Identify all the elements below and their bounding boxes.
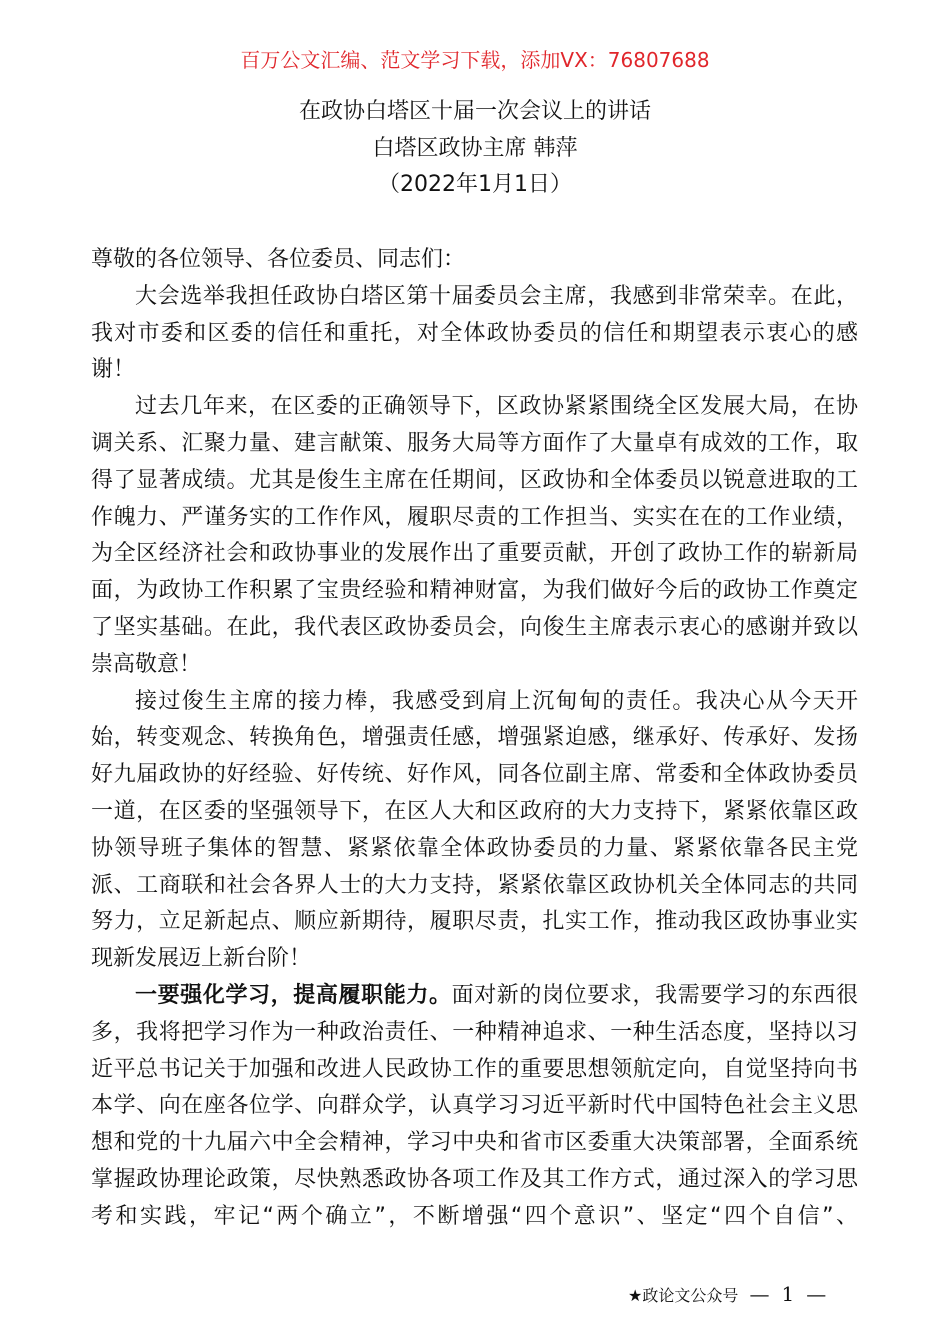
paragraph-2-line: 了坚实基础。在此，我代表区政协委员会，向俊生主席表示衷心的感谢并致以 <box>91 614 858 640</box>
paragraph-3-line: 好九届政协的好经验、好传统、好作风，同各位副主席、常委和全体政协委员 <box>91 762 858 788</box>
footer-dash: — <box>806 1282 827 1306</box>
paragraph-3-line: 接过俊生主席的接力棒，我感受到肩上沉甸甸的责任。我决心从今天开 <box>135 688 858 714</box>
paragraph-1-line: 谢！ <box>91 357 136 383</box>
salutation: 尊敬的各位领导、各位委员、同志们： <box>91 247 466 272</box>
footer-dash: — <box>749 1282 770 1306</box>
paragraph-3-line: 一道，在区委的坚强领导下，在区人大和区政府的大力支持下，紧紧依靠区政 <box>91 798 858 824</box>
paragraph-4-line: 本学、向在座各位学、向群众学，认真学习习近平新时代中国特色社会主义思 <box>91 1093 858 1119</box>
page-footer <box>628 1282 832 1308</box>
paragraph-4-line: 多，我将把学习作为一种政治责任、一种精神追求、一种生活态度，坚持以习 <box>91 1019 858 1045</box>
paragraph-2-line: 为全区经济社会和政协事业的发展作出了重要贡献，开创了政协工作的崭新局 <box>91 541 858 567</box>
paragraph-1-line: 大会选举我担任政协白塔区第十届委员会主席，我感到非常荣幸。在此， <box>135 283 858 309</box>
paragraph-4-text: 面对新的岗位要求，我需要学习的东西很 <box>451 982 858 1008</box>
paragraph-3-line: 努力，立足新起点、顺应新期待，履职尽责，扎实工作，推动我区政协事业实 <box>91 909 858 935</box>
paragraph-2-line: 面，为政协工作积累了宝贵经验和精神财富，为我们做好今后的政协工作奠定 <box>91 578 858 604</box>
document-date: （2022年1月1日） <box>378 172 572 197</box>
document-author: 白塔区政协主席 韩萍 <box>372 136 578 161</box>
paragraph-2-line: 作魄力、严谨务实的工作作风，履职尽责的工作担当、实实在在的工作业绩， <box>91 504 858 530</box>
paragraph-3-line: 始，转变观念、转换角色，增强责任感，增强紧迫感，继承好、传承好、发扬 <box>91 725 858 751</box>
paragraph-2-line: 崇高敬意！ <box>91 651 202 677</box>
paragraph-4-line: 考和实践，牢记“两个确立”，不断增强“四个意识”、坚定“四个自信”、 <box>91 1203 858 1229</box>
document-title: 在政协白塔区十届一次会议上的讲话 <box>298 99 651 124</box>
paragraph-4-line: 近平总书记关于加强和改进人民政协工作的重要思想领航定向，自觉坚持向书 <box>91 1056 858 1082</box>
paragraph-3-line: 协领导班子集体的智慧、紧紧依靠全体政协委员的力量、紧紧依靠各民主党 <box>91 835 858 861</box>
paragraph-4-line: 想和党的十九届六中全会精神，学习中央和省市区委重大决策部署，全面系统 <box>91 1130 858 1156</box>
document-body <box>91 242 858 1236</box>
paragraph-4-line: 掌握政协理论政策，尽快熟悉政协各项工作及其工作方式，通过深入的学习思 <box>91 1166 858 1192</box>
paragraph-4-line <box>91 978 858 1015</box>
paragraph-2-line: 过去几年来，在区委的正确领导下，区政协紧紧围绕全区发展大局，在协 <box>135 394 858 420</box>
paragraph-1-line: 我对市委和区委的信任和重托，对全体政协委员的信任和期望表示衷心的感 <box>91 320 858 346</box>
paragraph-3-line: 现新发展迈上新台阶！ <box>91 946 312 972</box>
page-number: 1 <box>781 1282 795 1306</box>
paragraph-2-line: 调关系、汇聚力量、建言献策、服务大局等方面作了大量卓有成效的工作，取 <box>91 430 858 456</box>
watermark-banner: 百万公文汇编、范文学习下载，添加VX：76807688 <box>240 48 710 72</box>
paragraph-2-line: 得了显著成绩。尤其是俊生主席在任期间，区政协和全体委员以锐意进取的工 <box>91 467 858 493</box>
footer-source: ★政论文公众号 <box>628 1286 739 1305</box>
paragraph-3-line: 派、工商联和社会各界人士的大力支持，紧紧依靠区政协机关全体同志的共同 <box>91 872 858 898</box>
section-heading: 一要强化学习，提高履职能力。 <box>135 982 452 1008</box>
